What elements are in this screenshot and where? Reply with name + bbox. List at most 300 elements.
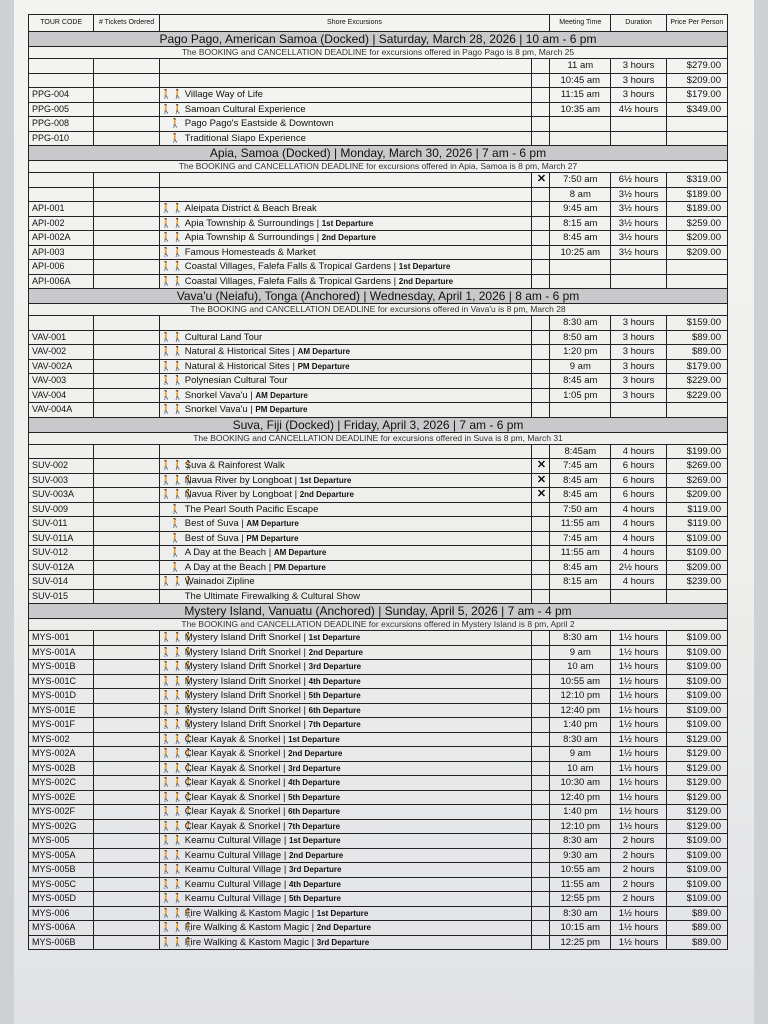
tickets-ordered-input[interactable] [94,689,159,704]
excursion-name [182,776,531,791]
cancel-mark [531,935,549,950]
departure-label: 2nd Departure [308,647,363,657]
tour-code: API-006A [29,274,94,289]
activity-level-icon: 🚶🚶🚶 [159,703,181,718]
cancel-mark: ✕ [531,173,549,188]
price: $109.00 [666,546,727,561]
separator: | [300,719,309,731]
table-row [29,73,728,88]
tour-code: SUV-003A [29,488,94,503]
cancel-mark [531,216,549,231]
tickets-ordered-input[interactable] [94,863,159,878]
cancel-mark [531,403,549,418]
tickets-ordered-input[interactable] [94,703,159,718]
price: $129.00 [666,790,727,805]
excursion-name [182,848,531,863]
excursion-title: Keamu Cultural Village [184,878,282,890]
table-row [29,459,728,474]
excursion-title: Navua River by Longboat [184,474,292,486]
meeting-time: 1:05 pm [550,388,611,403]
activity-level-icon: 🚶🚶🚶 [159,921,181,936]
activity-level-icon: 🚶🚶 [159,88,181,103]
header-price: Price Per Person [666,15,727,32]
table-row [29,689,728,704]
departure-label: AM Departure [273,548,327,558]
tickets-ordered-input[interactable] [94,660,159,675]
excursion-title: Aleipata District & Beach Break [184,203,317,215]
excursion-name [182,260,531,275]
separator: | [266,561,274,573]
tickets-ordered-input[interactable] [94,546,159,561]
price: $279.00 [666,59,727,74]
activity-level-icon [159,316,181,331]
excursion-name [182,645,531,660]
table-row [29,131,728,146]
duration: 1½ hours [611,674,666,689]
separator: | [266,547,274,559]
excursion-title: Apia Township & Surroundings [184,232,314,244]
tour-code: MYS-001C [29,674,94,689]
tour-code: SUV-002 [29,459,94,474]
duration: 4 hours [611,531,666,546]
tickets-ordered-input[interactable] [94,388,159,403]
duration: 2 hours [611,834,666,849]
duration: 3 hours [611,330,666,345]
duration: 1½ hours [611,819,666,834]
table-row [29,260,728,275]
header-meeting-time: Meeting Time [550,15,611,32]
meeting-time: 10:15 am [550,921,611,936]
tickets-ordered-input[interactable] [94,790,159,805]
duration: 1½ hours [611,660,666,675]
excursion-name [182,316,531,331]
tickets-ordered-input[interactable] [94,631,159,646]
cancel-mark [531,747,549,762]
meeting-time: 8:30 am [550,631,611,646]
excursion-name [182,761,531,776]
departure-label: 3rd Departure [316,937,370,947]
separator: | [300,661,309,673]
departure-label: AM Departure [255,390,308,400]
excursion-title: Natural & Historical Sites [184,360,290,372]
duration: 1½ hours [611,703,666,718]
meeting-time: 9 am [550,359,611,374]
port-title: Apia, Samoa (Docked) | Monday, March 30, 2026 | 7 am - 6 pm [29,146,728,161]
table-row [29,718,728,733]
duration: 3 hours [611,388,666,403]
tickets-ordered-input[interactable] [94,517,159,532]
meeting-time: 10:45 am [550,73,611,88]
meeting-time [550,131,611,146]
cancel-mark [531,732,549,747]
activity-level-icon: 🚶🚶 [159,848,181,863]
separator: | [300,632,309,644]
price: $209.00 [666,245,727,260]
tour-code: MYS-005C [29,877,94,892]
meeting-time: 11:55 am [550,877,611,892]
departure-label: 7th Departure [308,720,361,730]
duration: 6 hours [611,473,666,488]
excursion-title: Snorkel Vava'u [184,404,248,416]
meeting-time: 7:50 am [550,173,611,188]
separator: | [281,849,289,861]
tickets-ordered-input[interactable] [94,848,159,863]
excursion-title: Village Way of Life [184,89,263,101]
activity-level-icon: 🚶🚶 [159,231,181,246]
meeting-time: 7:45 am [550,459,611,474]
excursion-title: Mystery Island Drift Snorkel [184,632,301,644]
meeting-time: 8:30 am [550,834,611,849]
tickets-ordered-input[interactable] [94,502,159,517]
price: $259.00 [666,216,727,231]
meeting-time: 10 am [550,761,611,776]
meeting-time: 8:45 am [550,560,611,575]
activity-level-icon: 🚶🚶 [159,202,181,217]
table-row [29,848,728,863]
excursion-title: Best of Suva [184,518,239,530]
excursion-name [182,216,531,231]
cancel-mark [531,531,549,546]
separator: | [391,275,399,287]
tickets-ordered-input[interactable] [94,374,159,389]
tour-code: PPG-004 [29,88,94,103]
activity-level-icon: 🚶🚶🚶 [159,776,181,791]
excursion-name [182,245,531,260]
table-row [29,906,728,921]
tickets-ordered-input[interactable] [94,921,159,936]
price: $209.00 [666,488,727,503]
tickets-ordered-input[interactable] [94,260,159,275]
excursion-name [182,560,531,575]
tickets-ordered-input[interactable] [94,403,159,418]
price: $349.00 [666,102,727,117]
table-row [29,863,728,878]
tour-code: VAV-004 [29,388,94,403]
departure-label: PM Departure [246,533,299,543]
tickets-ordered-input[interactable] [94,819,159,834]
tickets-ordered-input[interactable] [94,459,159,474]
tickets-ordered-input[interactable] [94,645,159,660]
excursion-name [182,892,531,907]
tickets-ordered-input[interactable] [94,202,159,217]
tour-code: MYS-006B [29,935,94,950]
duration: 3½ hours [611,245,666,260]
duration: 1½ hours [611,776,666,791]
tickets-ordered-input[interactable] [94,316,159,331]
activity-level-icon: 🚶🚶 [159,877,181,892]
duration: 4 hours [611,575,666,590]
table-row [29,645,728,660]
activity-level-icon: 🚶🚶🚶 [159,747,181,762]
meeting-time: 10:55 am [550,674,611,689]
tickets-ordered-input[interactable] [94,892,159,907]
cancel-mark [531,274,549,289]
price [666,403,727,418]
tickets-ordered-input[interactable] [94,718,159,733]
activity-level-icon: 🚶🚶 [159,245,181,260]
duration: 4 hours [611,444,666,459]
excursion-title: Fire Walking & Kastom Magic [184,907,309,919]
tickets-ordered-input[interactable] [94,488,159,503]
tour-code: MYS-002A [29,747,94,762]
activity-level-icon: 🚶🚶 [159,330,181,345]
tickets-ordered-input[interactable] [94,732,159,747]
separator: | [281,878,289,890]
excursion-name [182,718,531,733]
price: $239.00 [666,575,727,590]
excursion-name [182,403,531,418]
separator: | [280,733,289,745]
port-title-row [29,289,728,304]
excursion-name [182,805,531,820]
tickets-ordered-input[interactable] [94,473,159,488]
excursion-title: Fire Walking & Kastom Magic [184,922,309,934]
separator: | [281,864,289,876]
separator: | [289,346,298,358]
departure-label: 1st Departure [299,475,352,485]
tickets-ordered-input[interactable] [94,117,159,132]
price: $269.00 [666,459,727,474]
excursion-name [182,575,531,590]
meeting-time: 8:45 am [550,473,611,488]
excursion-title: Famous Homesteads & Market [184,246,316,258]
duration: 3 hours [611,88,666,103]
excursion-title: Mystery Island Drift Snorkel [184,675,301,687]
deadline-row [29,47,728,59]
price: $119.00 [666,517,727,532]
excursion-rows [29,32,728,950]
excursion-name [182,732,531,747]
tickets-ordered-input[interactable] [94,187,159,202]
excursion-title: The Ultimate Firewalking & Cultural Show [184,590,361,602]
tickets-ordered-input[interactable] [94,531,159,546]
table-row [29,703,728,718]
table-row [29,732,728,747]
cancel-mark [531,892,549,907]
tickets-ordered-input[interactable] [94,877,159,892]
price: $109.00 [666,703,727,718]
cancel-mark [531,444,549,459]
activity-level-icon [159,444,181,459]
tickets-ordered-input[interactable] [94,805,159,820]
tickets-ordered-input[interactable] [94,761,159,776]
tour-code: MYS-005 [29,834,94,849]
tickets-ordered-input[interactable] [94,88,159,103]
meeting-time [550,274,611,289]
excursion-name [182,388,531,403]
duration: 3 hours [611,374,666,389]
meeting-time: 10:55 am [550,863,611,878]
meeting-time: 1:40 pm [550,718,611,733]
activity-level-icon: 🚶🚶🚶 [159,935,181,950]
price: $109.00 [666,718,727,733]
tickets-ordered-input[interactable] [94,59,159,74]
tickets-ordered-input[interactable] [94,216,159,231]
separator: | [391,261,399,273]
tickets-ordered-input[interactable] [94,935,159,950]
excursion-name [182,488,531,503]
departure-label: 1st Departure [288,734,340,744]
departure-label: 1st Departure [316,908,369,918]
departure-label: 6th Departure [308,705,361,715]
booking-deadline: The BOOKING and CANCELLATION DEADLINE for excursions offered in Vava'u is 8 pm, March 28 [29,304,728,316]
price: $129.00 [666,761,727,776]
price: $89.00 [666,345,727,360]
port-title-row [29,32,728,47]
tour-code: VAV-001 [29,330,94,345]
tickets-ordered-input[interactable] [94,274,159,289]
excursion-title: Mystery Island Drift Snorkel [184,690,301,702]
table-row [29,575,728,590]
cancel-mark [531,374,549,389]
departure-label: AM Departure [246,519,299,529]
excursion-title: Clear Kayak & Snorkel [184,806,281,818]
table-row [29,202,728,217]
activity-level-icon: 🚶🚶🚶 [159,473,181,488]
tickets-ordered-input[interactable] [94,776,159,791]
duration: 3 hours [611,359,666,374]
excursion-name [182,359,531,374]
table-row [29,517,728,532]
activity-level-icon: 🚶 [159,560,181,575]
activity-level-icon: 🚶🚶🚶 [159,674,181,689]
separator: | [247,389,256,401]
price: $229.00 [666,388,727,403]
excursion-name [182,231,531,246]
price [666,117,727,132]
activity-level-icon: 🚶🚶 [159,374,181,389]
tickets-ordered-input[interactable] [94,131,159,146]
table-row [29,359,728,374]
departure-label: 4th Departure [308,676,361,686]
price: $119.00 [666,502,727,517]
separator: | [300,690,309,702]
tickets-ordered-input[interactable] [94,345,159,360]
departure-label: 2nd Departure [288,850,344,860]
table-row [29,560,728,575]
duration: 3 hours [611,316,666,331]
excursion-name [182,459,531,474]
activity-level-icon: 🚶🚶🚶 [159,459,181,474]
excursion-title: Mystery Island Drift Snorkel [184,646,301,658]
tickets-ordered-input[interactable] [94,359,159,374]
header-shore-excursions: Shore Excursions [159,15,549,32]
separator: | [289,360,298,372]
tickets-ordered-input[interactable] [94,560,159,575]
separator: | [291,489,300,501]
duration: 1½ hours [611,761,666,776]
cancel-mark: ✕ [531,488,549,503]
price [666,274,727,289]
excursion-name [182,906,531,921]
meeting-time: 11:15 am [550,88,611,103]
table-row [29,444,728,459]
duration: 2 hours [611,892,666,907]
tour-code: MYS-001A [29,645,94,660]
duration: 2 hours [611,848,666,863]
duration [611,131,666,146]
excursion-name [182,374,531,389]
tickets-ordered-input[interactable] [94,245,159,260]
tickets-ordered-input[interactable] [94,589,159,604]
cancel-mark [531,689,549,704]
cancel-mark [531,631,549,646]
activity-level-icon: 🚶🚶🚶 [159,631,181,646]
table-row [29,473,728,488]
tickets-ordered-input[interactable] [94,444,159,459]
duration [611,403,666,418]
duration: 4 hours [611,502,666,517]
meeting-time: 11:55 am [550,546,611,561]
excursion-title: Clear Kayak & Snorkel [184,733,281,745]
activity-level-icon [159,59,181,74]
tickets-ordered-input[interactable] [94,747,159,762]
price: $269.00 [666,473,727,488]
price: $109.00 [666,863,727,878]
price: $129.00 [666,819,727,834]
activity-level-icon [159,73,181,88]
price: $209.00 [666,560,727,575]
duration: 6½ hours [611,173,666,188]
tickets-ordered-input[interactable] [94,906,159,921]
tour-code [29,173,94,188]
tickets-ordered-input[interactable] [94,834,159,849]
table-row [29,631,728,646]
table-row [29,502,728,517]
excursion-name [182,444,531,459]
departure-label: 4th Departure [288,778,341,788]
activity-level-icon [159,173,181,188]
table-row [29,819,728,834]
cancel-mark [531,819,549,834]
departure-label: AM Departure [297,347,351,357]
tickets-ordered-input[interactable] [94,73,159,88]
activity-level-icon: 🚶🚶 [159,388,181,403]
meeting-time: 8:30 am [550,906,611,921]
tour-code: API-003 [29,245,94,260]
tickets-ordered-input[interactable] [94,231,159,246]
meeting-time: 8:50 am [550,330,611,345]
table-row [29,776,728,791]
tickets-ordered-input[interactable] [94,330,159,345]
cancel-mark [531,645,549,660]
tickets-ordered-input[interactable] [94,575,159,590]
activity-level-icon: 🚶🚶🚶 [159,906,181,921]
tickets-ordered-input[interactable] [94,173,159,188]
cancel-mark [531,73,549,88]
separator: | [280,762,289,774]
departure-label: 3rd Departure [308,662,362,672]
price: $209.00 [666,73,727,88]
price: $89.00 [666,921,727,936]
table-row [29,102,728,117]
excursion-title: Coastal Villages, Falefa Falls & Tropical Gardens [184,275,392,287]
price: $209.00 [666,231,727,246]
separator: | [238,518,247,530]
excursion-title: Keamu Cultural Village [184,893,282,905]
deadline-row [29,304,728,316]
tickets-ordered-input[interactable] [94,674,159,689]
excursion-title: Apia Township & Surroundings [184,217,314,229]
tickets-ordered-input[interactable] [94,102,159,117]
activity-level-icon: 🚶🚶🚶 [159,718,181,733]
separator: | [280,791,289,803]
price: $199.00 [666,444,727,459]
table-row [29,316,728,331]
table-row [29,216,728,231]
excursion-name [182,689,531,704]
excursion-name [182,517,531,532]
